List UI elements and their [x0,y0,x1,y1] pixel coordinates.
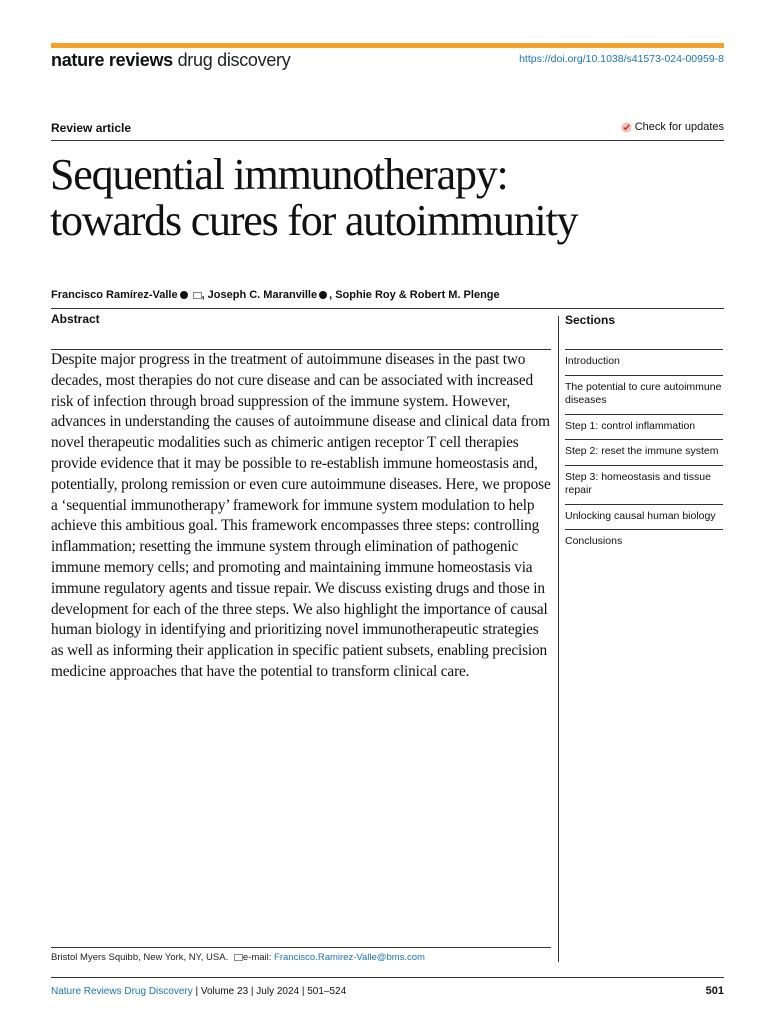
mail-icon[interactable] [193,292,202,299]
abstract-text: Despite major progress in the treatment of autoimmune diseases in the past two decades, most therapies do not cure disease and can be associated with increased risk of infection through broad suppression of the immune system. However, advances in understanding the causes of autoimmune disease and clinical data from novel therapeutic modalities such as chimeric antigen receptor T cell therapies provide evidence that it may be possible to re-establish immune homeostasis and, potentially, prolong remission or even cure autoimmune diseases. Here, we propose a ‘sequential immunotherapy’ framework for immune system modulation to help achieve this ambitious goal. This framework encompasses three steps: controlling inflammation; resetting the immune system through elimination of pathogenic immune memory cells; and promoting and maintaining immune homeostasis via immune regulatory agents and tissue repair. We discuss existing drugs and those in development for each of the three steps. We also highlight the importance of causal human biology in identifying and prioritizing novel immunotherapeutic strategies as well as informing their application in specific patient subsets, enabling precision medicine approaches that have the potential to transform clinical care. [51,351,551,680]
check-updates-icon [621,122,632,133]
journal-logo[interactable] [51,50,290,71]
doi-link[interactable]: https://doi.org/10.1038/s41573-024-00959-8 [519,53,724,65]
sections-list [565,349,723,555]
footer-journal-link[interactable]: Nature Reviews Drug Discovery [51,986,193,997]
journal-accent-bar [51,43,724,48]
email-link[interactable]: Francisco.Ramirez-Valle@bms.com [274,952,425,963]
column-divider [558,316,559,962]
title-line-2: towards cures for autoimmunity [50,196,578,245]
journal-name-bold: nature reviews [51,50,173,70]
author-1[interactable]: Francisco Ramírez-Valle [51,289,178,301]
divider [51,977,724,978]
footer-citation [51,986,346,997]
journal-name-light: drug discovery [177,50,291,70]
title-line-1: Sequential immunotherapy: [50,150,508,199]
author-3[interactable]: , Sophie Roy & Robert M. Plenge [329,289,500,301]
section-link-step-1[interactable]: Step 1: control inflammation [565,414,723,440]
affiliation [51,952,425,963]
section-link-potential-cure[interactable]: The potential to cure autoimmune diseases [565,375,723,414]
section-link-conclusions[interactable]: Conclusions [565,529,723,555]
article-title [50,152,730,244]
section-link-causal-biology[interactable]: Unlocking causal human biology [565,504,723,530]
section-link-step-2[interactable]: Step 2: reset the immune system [565,439,723,465]
orcid-icon[interactable] [180,291,188,299]
abstract-heading: Abstract [51,312,100,326]
section-link-step-3[interactable]: Step 3: homeostasis and tissue repair [565,465,723,504]
author-2[interactable]: , Joseph C. Maranville [201,289,318,301]
author-list [51,289,500,301]
divider [51,308,724,309]
email-label: e-mail: [242,952,272,963]
mail-icon [234,954,243,961]
divider [51,140,724,141]
page-number: 501 [705,985,724,997]
section-link-introduction[interactable]: Introduction [565,349,723,375]
divider [51,947,551,948]
sections-heading: Sections [565,313,616,327]
orcid-icon[interactable] [319,291,327,299]
article-type: Review article [51,121,132,135]
footer-volume: | Volume 23 | July 2024 | 501–524 [192,986,347,997]
affiliation-text: Bristol Myers Squibb, New York, NY, USA. [51,952,229,963]
check-updates-button[interactable] [621,121,724,133]
check-updates-label: Check for updates [634,121,724,133]
